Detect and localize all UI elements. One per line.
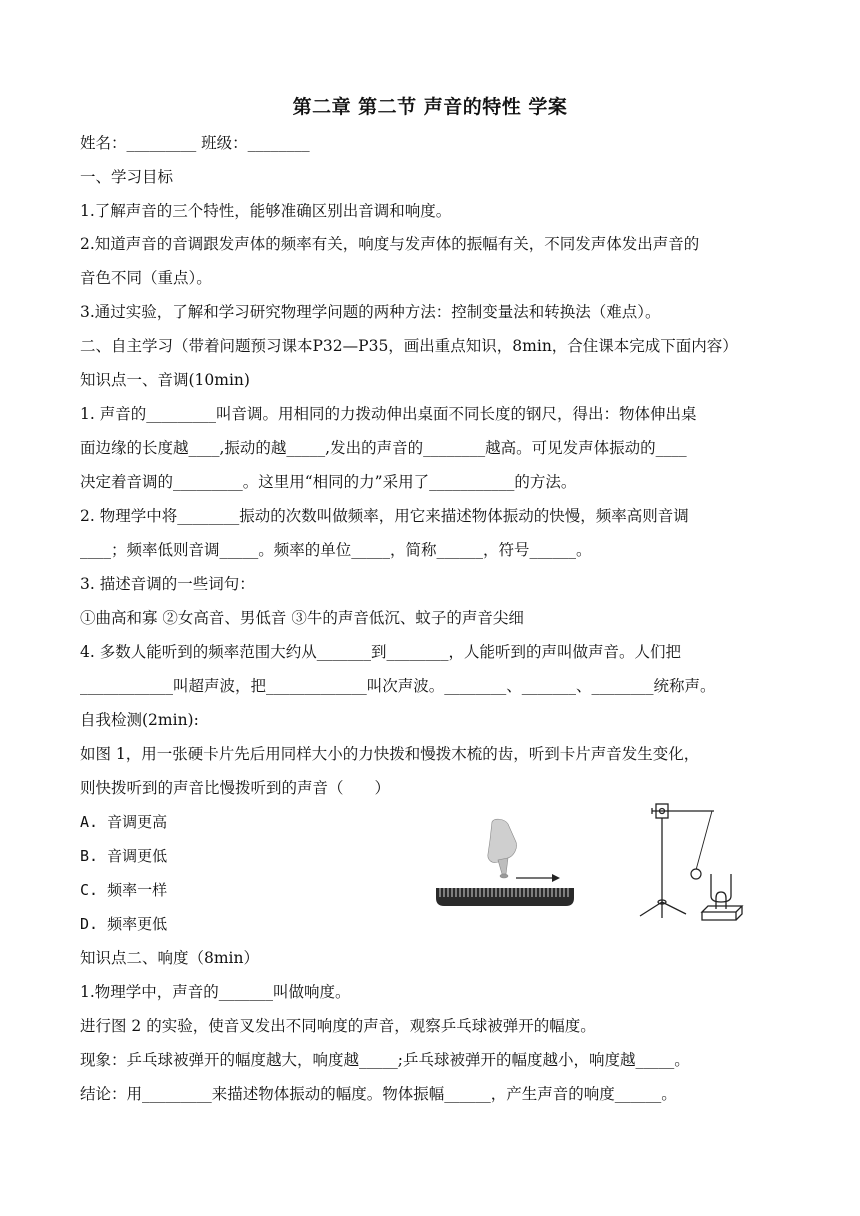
question-4-line-1: 4. 多数人能听到的频率范围大约从_______到________，人能听到的声叫做声音。人们把 [80,643,681,661]
comb-card-figure [432,812,582,912]
loudness-question-1: 1.物理学中，声音的_______叫做响度。 [80,983,351,1001]
page-title: 第二章 第二节 声音的特性 学案 [292,96,568,118]
knowledge-point-1-heading: 知识点一、音调(10min) [80,371,250,389]
objective-2: 2.知道声音的音调跟发声体的频率有关，响度与发声体的振幅有关，不同发声体发出声音的 [80,235,700,253]
question-3-phrases: ①曲高和寡 ②女高音、男低音 ③牛的声音低沉、蚊子的声音尖细 [80,609,524,627]
question-3: 3. 描述音调的一些词句： [80,575,255,593]
question-2-line-1: 2. 物理学中将________振动的次数叫做频率，用它来描述物体振动的快慢，频率高则音调 [80,507,689,525]
ping-pong-ball-icon [691,869,701,879]
hand-icon [488,819,517,878]
objective-1: 1.了解声音的三个特性，能够准确区别出音调和响度。 [80,202,452,220]
phenomenon-line: 现象：乒乓球被弹开的幅度越大，响度越_____;乒乓球被弹开的幅度越小，响度越_____。 [80,1051,690,1069]
conclusion-line: 结论：用_________来描述物体振动的幅度。物体振幅______，产生声音的响度______。 [80,1085,677,1103]
objective-2-cont: 音色不同（重点）。 [80,269,212,287]
option-a: A. 音调更高 [80,813,168,831]
question-4-line-2: ____________叫超声波，把_____________叫次声波。________、_______、________统称声。 [80,677,716,695]
question-1-line-1: 1. 声音的_________叫音调。用相同的力拨动伸出桌面不同长度的钢尺，得出：物体伸出桌 [80,405,697,423]
objective-3: 3.通过实验，了解和学习研究物理学问题的两种方法：控制变量法和转换法（难点）。 [80,303,661,321]
option-d: D. 频率更低 [80,915,168,933]
option-b: B. 音调更低 [80,847,168,865]
option-c: C. 频率一样 [80,881,168,899]
question-1-line-3: 决定着音调的_________。这里用“相同的力”采用了___________的方法。 [80,473,577,491]
section-heading-objectives: 一、学习目标 [80,168,174,186]
question-2-line-2: ____；频率低则音调_____。频率的单位_____，简称______，符号______。 [80,541,592,559]
section-heading-self-study: 二、自主学习（带着问题预习课本P32—P35，画出重点知识，8min，合住课本完成下面内容） [80,337,738,355]
self-check-heading: 自我检测(2min): [80,711,199,729]
tuning-fork-figure [632,798,750,928]
comb-icon [436,888,574,906]
experiment-description: 进行图 2 的实验，使音叉发出不同响度的声音，观察乒乓球被弹开的幅度。 [80,1017,596,1035]
knowledge-point-2-heading: 知识点二、响度（8min） [80,949,259,967]
name-class-line: 姓名：_________ 班级：________ [80,134,310,152]
arrow-right-icon [516,874,560,882]
self-check-question-line-2: 则快拨听到的声音比慢拨听到的声音（ ） [80,779,391,797]
self-check-question-line-1: 如图 1，用一张硬卡片先后用同样大小的力快拨和慢拨木梳的齿，听到卡片声音发生变化， [80,745,700,763]
question-1-line-2: 面边缘的长度越____,振动的越_____,发出的声音的________越高。可见发声体振动的____ [80,439,687,457]
